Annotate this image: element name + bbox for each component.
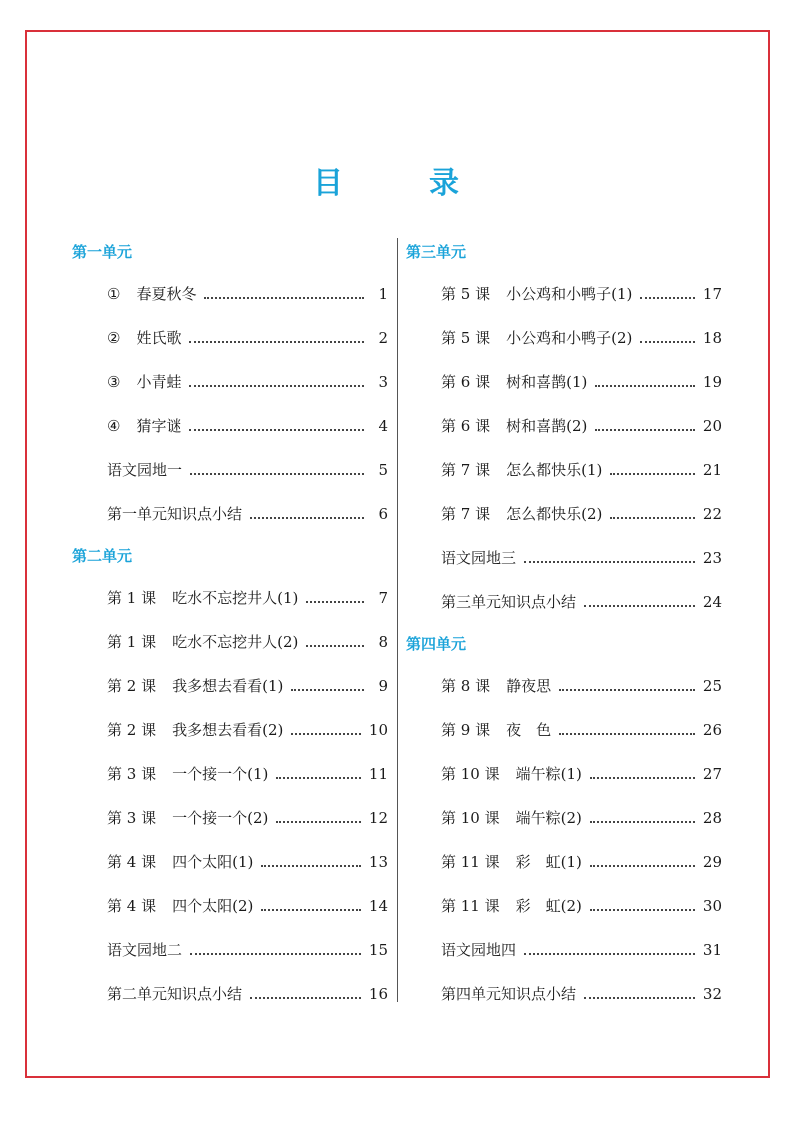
dot-leader [250, 997, 361, 999]
lesson-title: 姓氏歌 [136, 329, 182, 347]
toc-entry[interactable] [406, 708, 722, 752]
lesson-number: ③ [107, 373, 121, 391]
dot-leader [610, 517, 695, 519]
dot-leader [190, 473, 364, 475]
page-number: 18 [702, 329, 722, 347]
dot-leader [640, 341, 695, 343]
toc-entry[interactable] [406, 272, 722, 316]
lesson-number: 第 11 课 [441, 853, 500, 871]
toc-entry[interactable] [72, 448, 388, 492]
dot-leader [584, 605, 695, 607]
toc-entry[interactable] [72, 840, 388, 884]
dot-leader [306, 601, 364, 603]
page-number: 21 [702, 461, 722, 479]
lesson-title: 吃水不忘挖井人(2) [172, 633, 299, 651]
toc-entry[interactable] [72, 620, 388, 664]
dot-leader [590, 865, 695, 867]
lesson-title: 我多想去看看(2) [172, 721, 284, 739]
page-number: 11 [368, 765, 388, 783]
dot-leader [559, 733, 695, 735]
lesson-number: 第 10 课 [441, 765, 500, 783]
toc-entry[interactable] [72, 884, 388, 928]
dot-leader [306, 645, 364, 647]
page-number: 7 [378, 589, 388, 607]
lesson-title: 语文园地四 [441, 941, 517, 959]
toc-entry[interactable] [72, 316, 388, 360]
dot-leader [524, 561, 695, 563]
lesson-number: 第 1 课 [107, 633, 157, 651]
lesson-title: 我多想去看看(1) [172, 677, 284, 695]
dot-leader [584, 997, 695, 999]
column-divider [397, 238, 398, 1002]
dot-leader [291, 733, 361, 735]
page-number: 6 [378, 505, 388, 523]
page-number: 32 [702, 985, 722, 1003]
lesson-number: 第 7 课 [441, 505, 491, 523]
lesson-title: 春夏秋冬 [136, 285, 197, 303]
page-number: 14 [368, 897, 388, 915]
page-number: 26 [702, 721, 722, 739]
lesson-title: 语文园地二 [107, 941, 183, 959]
toc-entry[interactable] [406, 404, 722, 448]
dot-leader [190, 953, 361, 955]
page-number: 25 [702, 677, 722, 695]
dot-leader [524, 953, 695, 955]
page-number: 5 [378, 461, 388, 479]
lesson-title: 吃水不忘挖井人(1) [172, 589, 299, 607]
page-number: 29 [702, 853, 722, 871]
lesson-title: 端午粽(1) [515, 765, 582, 783]
dot-leader [189, 429, 364, 431]
dot-leader [595, 429, 695, 431]
lesson-title: 四个太阳(1) [172, 853, 254, 871]
toc-entry[interactable] [406, 840, 722, 884]
page-number: 30 [702, 897, 722, 915]
page-number: 13 [368, 853, 388, 871]
page-number: 16 [368, 985, 388, 1003]
lesson-number: 第 4 课 [107, 853, 157, 871]
lesson-number: 第 2 课 [107, 677, 157, 695]
lesson-title: 树和喜鹊(2) [506, 417, 588, 435]
dot-leader [559, 689, 695, 691]
toc-entry[interactable] [72, 576, 388, 620]
dot-leader [189, 385, 364, 387]
lesson-number: 第 11 课 [441, 897, 500, 915]
right-column [406, 232, 722, 1016]
page-number: 17 [702, 285, 722, 303]
dot-leader [189, 341, 364, 343]
lesson-number: 第 7 课 [441, 461, 491, 479]
page-number: 8 [378, 633, 388, 651]
toc-entry[interactable] [406, 316, 722, 360]
lesson-title: 四个太阳(2) [172, 897, 254, 915]
toc-entry[interactable] [72, 928, 388, 972]
lesson-title: 小公鸡和小鸭子(1) [506, 285, 633, 303]
page-number: 20 [702, 417, 722, 435]
toc-entry[interactable] [72, 752, 388, 796]
lesson-title: 端午粽(2) [515, 809, 582, 827]
unit-heading: 第二单元 [72, 547, 133, 565]
lesson-title: 语文园地三 [441, 549, 517, 567]
lesson-title: 静夜思 [506, 677, 552, 695]
page-number: 12 [368, 809, 388, 827]
toc-entry[interactable] [406, 664, 722, 708]
page-number: 19 [702, 373, 722, 391]
unit-heading: 第四单元 [406, 635, 467, 653]
lesson-number: 第 2 课 [107, 721, 157, 739]
toc-entry[interactable] [72, 708, 388, 752]
lesson-number: 第 5 课 [441, 329, 491, 347]
lesson-number: 第 4 课 [107, 897, 157, 915]
dot-leader [276, 777, 361, 779]
dot-leader [276, 821, 361, 823]
page-number: 15 [368, 941, 388, 959]
toc-entry[interactable] [72, 360, 388, 404]
toc-entry[interactable] [72, 272, 388, 316]
page-number: 4 [378, 417, 388, 435]
lesson-title: 一个接一个(2) [172, 809, 269, 827]
toc-entry[interactable] [72, 492, 388, 536]
lesson-title: 小青蛙 [136, 373, 182, 391]
page-number: 10 [368, 721, 388, 739]
lesson-number: ④ [107, 417, 121, 435]
toc-entry[interactable] [406, 492, 722, 536]
lesson-title: 第三单元知识点小结 [441, 593, 577, 611]
toc-entry[interactable] [406, 884, 722, 928]
toc-entry[interactable] [406, 928, 722, 972]
dot-leader [204, 297, 364, 299]
page-number: 3 [378, 373, 388, 391]
lesson-number: 第 5 课 [441, 285, 491, 303]
left-column [72, 232, 388, 1016]
lesson-number: ② [107, 329, 121, 347]
lesson-number: ① [107, 285, 121, 303]
toc-entry[interactable] [406, 360, 722, 404]
lesson-title: 树和喜鹊(1) [506, 373, 588, 391]
lesson-title: 彩 虹(2) [515, 897, 582, 915]
dot-leader [590, 909, 695, 911]
page-number: 9 [378, 677, 388, 695]
dot-leader [261, 865, 361, 867]
lesson-title: 小公鸡和小鸭子(2) [506, 329, 633, 347]
lesson-number: 第 6 课 [441, 373, 491, 391]
dot-leader [250, 517, 364, 519]
page-number: 1 [378, 285, 388, 303]
toc-entry[interactable] [72, 972, 388, 1016]
toc-entry[interactable] [406, 536, 722, 580]
toc-entry[interactable] [406, 580, 722, 624]
lesson-number: 第 6 课 [441, 417, 491, 435]
lesson-number: 第 1 课 [107, 589, 157, 607]
unit-heading: 第一单元 [72, 243, 133, 261]
lesson-title: 怎么都快乐(1) [506, 461, 603, 479]
page-number: 28 [702, 809, 722, 827]
dot-leader [261, 909, 361, 911]
lesson-title: 第四单元知识点小结 [441, 985, 577, 1003]
toc-entry[interactable] [72, 664, 388, 708]
lesson-title: 一个接一个(1) [172, 765, 269, 783]
lesson-number: 第 10 课 [441, 809, 500, 827]
dot-leader [590, 777, 695, 779]
lesson-number: 第 8 课 [441, 677, 491, 695]
page-title: 目 录 [313, 166, 487, 201]
page-number: 22 [702, 505, 722, 523]
page-number: 27 [702, 765, 722, 783]
toc-entry[interactable] [72, 404, 388, 448]
lesson-title: 语文园地一 [107, 461, 183, 479]
page-number: 24 [702, 593, 722, 611]
dot-leader [590, 821, 695, 823]
lesson-number: 第 3 课 [107, 809, 157, 827]
lesson-title: 第二单元知识点小结 [107, 985, 243, 1003]
lesson-title: 第一单元知识点小结 [107, 505, 243, 523]
toc-entry[interactable] [406, 796, 722, 840]
toc-entry[interactable] [72, 796, 388, 840]
toc-entry[interactable] [406, 752, 722, 796]
dot-leader [595, 385, 695, 387]
toc-entry[interactable] [406, 972, 722, 1016]
dot-leader [640, 297, 695, 299]
page-number: 2 [378, 329, 388, 347]
dot-leader [291, 689, 364, 691]
unit-heading: 第三单元 [406, 243, 467, 261]
page-number: 23 [702, 549, 722, 567]
lesson-number: 第 3 课 [107, 765, 157, 783]
lesson-number: 第 9 课 [441, 721, 491, 739]
lesson-title: 彩 虹(1) [515, 853, 582, 871]
lesson-title: 怎么都快乐(2) [506, 505, 603, 523]
dot-leader [610, 473, 695, 475]
lesson-title: 夜 色 [506, 721, 552, 739]
toc-entry[interactable] [406, 448, 722, 492]
lesson-title: 猜字谜 [136, 417, 182, 435]
page-number: 31 [702, 941, 722, 959]
